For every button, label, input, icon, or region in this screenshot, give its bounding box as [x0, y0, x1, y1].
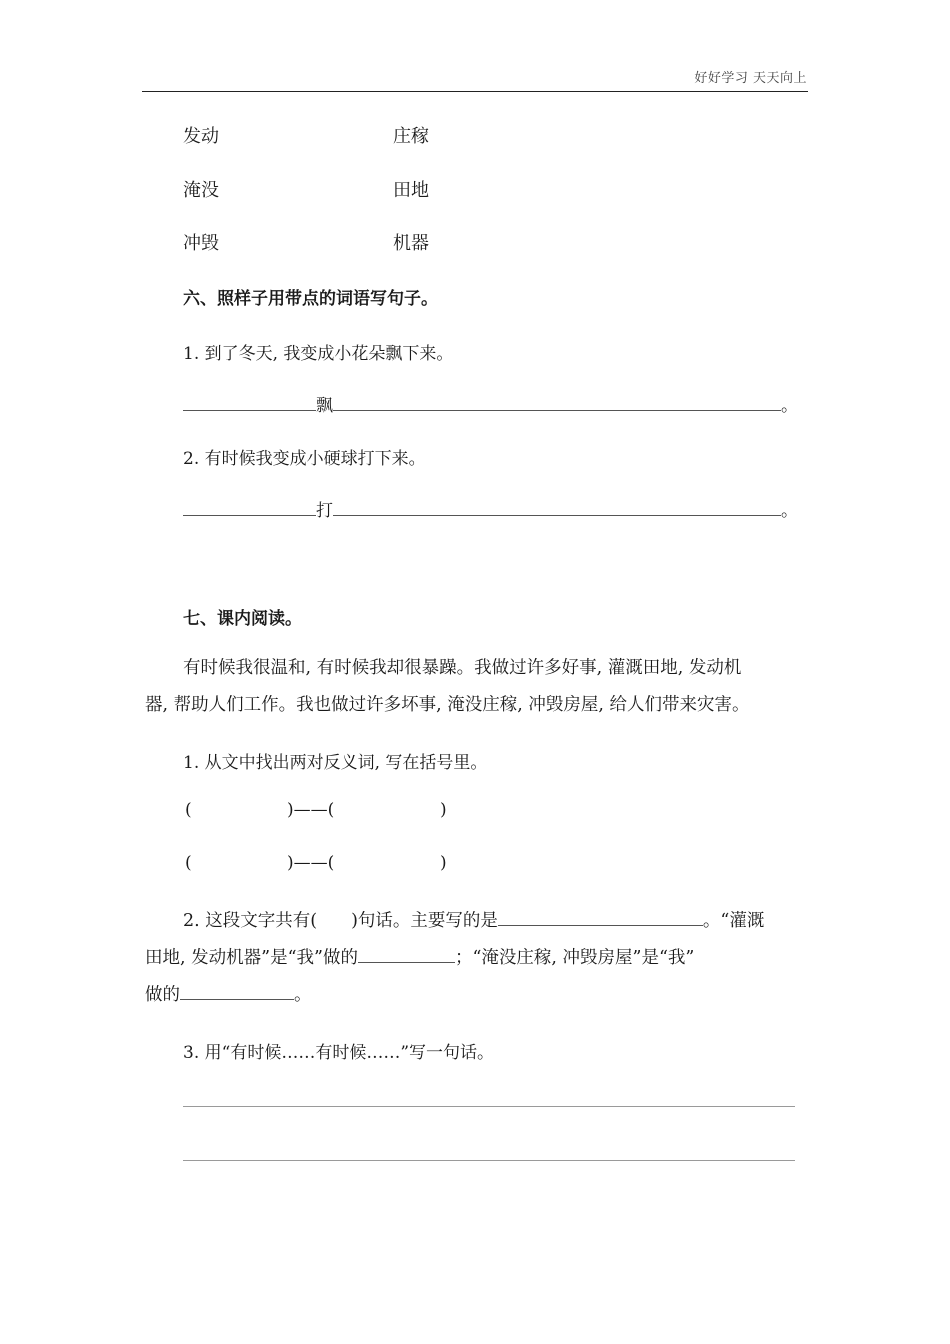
- q2-text: 。“灌溉: [702, 911, 765, 931]
- pair1-open-bracket: (: [185, 800, 192, 820]
- pair2-close-bracket: ): [440, 853, 447, 873]
- section6-q1-sentence: 1. 到了冬天, 我变成小花朵飘下来。: [183, 344, 454, 364]
- q2-text: 田地, 发动机器”是“我”做的: [145, 948, 358, 968]
- pair1-middle: )——(: [287, 800, 335, 820]
- passage-line-2: 器, 帮助人们工作。我也做过许多坏事, 淹没庄稼, 冲毁房屋, 给人们带来灾害。: [145, 695, 750, 715]
- pair2-open-bracket: (: [185, 853, 192, 873]
- header-rule: [142, 91, 808, 92]
- section7-q3-text: 3. 用“有时候……有时候……”写一句话。: [183, 1043, 495, 1063]
- section7-q2-line2: [145, 940, 694, 977]
- match-right-1: 庄稼: [393, 126, 429, 147]
- answer-blank[interactable]: [333, 499, 781, 516]
- keyword: 飘: [316, 396, 333, 416]
- q2-text: ；“淹没庄稼, 冲毁房屋”是“我”: [454, 948, 695, 968]
- q2-text: )句话。主要写的是: [351, 911, 498, 931]
- answer-blank[interactable]: [358, 946, 455, 963]
- answer-blank[interactable]: [180, 983, 294, 1000]
- section6-q1-answer-line: [183, 391, 798, 416]
- header-slogan: 好好学习 天天向上: [694, 71, 807, 86]
- answer-blank[interactable]: [333, 394, 781, 411]
- match-left-2: 淹没: [183, 180, 219, 201]
- section6-title: 六、照样子用带点的词语写句子。: [183, 289, 438, 309]
- match-left-1: 发动: [183, 126, 219, 147]
- q2-text: 2. 这段文字共有(: [183, 911, 318, 931]
- section7-q1-text: 1. 从文中找出两对反义词, 写在括号里。: [183, 753, 488, 773]
- writing-line-2[interactable]: [183, 1160, 795, 1161]
- pair2-middle: )——(: [287, 853, 335, 873]
- passage-line-1: 有时候我很温和, 有时候我却很暴躁。我做过许多好事, 灌溉田地, 发动机: [183, 658, 742, 678]
- q2-text: 。: [294, 985, 312, 1005]
- match-right-3: 机器: [393, 233, 429, 254]
- section7-q2-line3: [145, 977, 312, 1014]
- match-left-3: 冲毁: [183, 233, 219, 254]
- section7-q2-line1: [183, 903, 764, 940]
- writing-line-1[interactable]: [183, 1106, 795, 1107]
- answer-blank[interactable]: [498, 909, 703, 926]
- period: 。: [781, 501, 798, 521]
- answer-blank[interactable]: [183, 499, 316, 516]
- period: 。: [781, 396, 798, 416]
- section6-q2-sentence: 2. 有时候我变成小硬球打下来。: [183, 449, 426, 469]
- section6-q2-answer-line: [183, 496, 798, 521]
- answer-blank[interactable]: [183, 394, 316, 411]
- pair1-close-bracket: ): [440, 800, 447, 820]
- keyword: 打: [316, 501, 333, 521]
- match-right-2: 田地: [393, 180, 429, 201]
- section7-title: 七、课内阅读。: [183, 609, 302, 629]
- q2-text: 做的: [145, 985, 180, 1005]
